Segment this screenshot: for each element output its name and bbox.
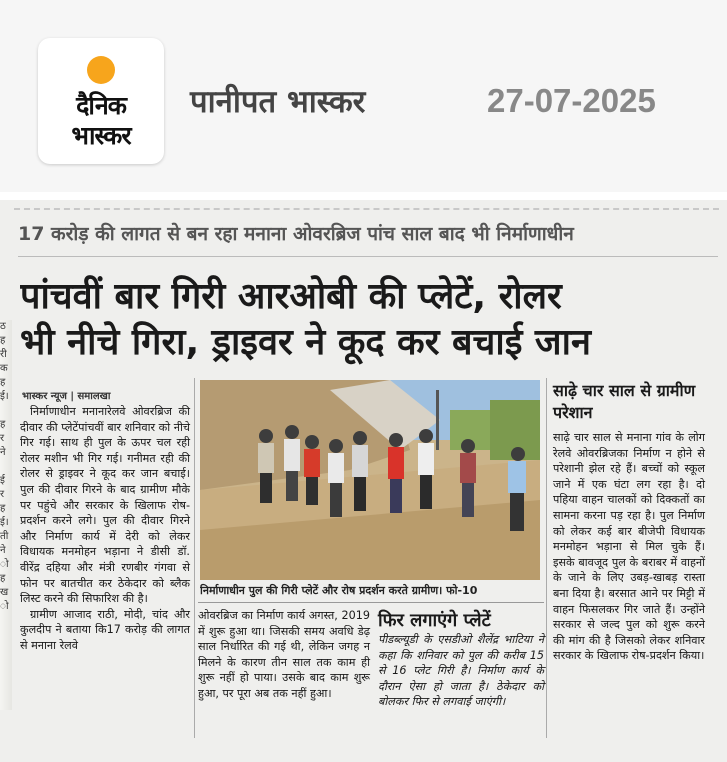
logo-text-line2: भास्कर: [71, 121, 131, 150]
article-column-2: [198, 608, 370, 702]
fragment-char: ई।: [0, 517, 9, 528]
sun-logo-icon: [87, 56, 115, 84]
sidebar-box-heading: साढ़े चार साल से ग्रामीण परेशान: [553, 381, 696, 422]
clipping-edge: [14, 208, 719, 210]
paragraph: साढ़े चार साल से मनाना गांव के लोग रेलवे ओवरब्रिजका निर्माण न होने से परेशानी झेल रहे हैं। बच्चों को स्कूल जाने में एक घंटा लग रहा है। दो पहिया वाहन चालकों को दिक्कतों का सामना करना पड़ रहा है। पुल निर्माण को लेकर कई बार बीजेपी विधायक मनमोहन भड़ाना से मिल चुके हैं। इसके बावजूद पुल के बराबर में वाहनों के जाने के लिए उबड़-खाबड़ रास्ता बना दिया है। बरसात आने पर मिट्टी में वाहन फिसलकर गिर जाते हैं। उन्होंने सरकार से जल्द पुल को शुरू करने की मांग की है जिसको लेकर शनिवार सरकार के खिलाफ रोष-प्रदर्शन किया।: [553, 431, 705, 663]
paragraph: निर्माणाधीन मनानारेलवे ओवरब्रिज की दीवार की प्लेटेंपांचवीं बार शनिवार को नीचे गिर गई। साथ ही पुल के ऊपर चल रही रोलर मशीन भी गिर गई। गनीमत रही की रोलर से ड्राइवर ने कूद कर जान बचाई। पुल की दीवार गिरने के बाद ग्रामीण मौके पर पहुंचे और सरकार के खिलाफ रोष-प्रदर्शन करने लगे। पुल की दीवार गिरने और निर्माण कार्य में देरी को लेकर विधायक मनमोहन भड़ाना ने डीसी डॉ. वीरेंद्र दहिया और मंत्री रणबीर गंगवा से फोन पर बातचीत कर ठेकेदार को ब्लैक लिस्ट करने की सिफारिश की है।: [20, 405, 190, 606]
fragment-char: ठ: [0, 321, 6, 332]
headline-line2: भी नीचे गिरा, ड्राइवर ने कूद कर बचाई जान: [20, 322, 591, 363]
byline: भास्कर न्यूज | समालखा: [22, 391, 111, 402]
fragment-char: र: [0, 433, 5, 444]
logo-text-line1: दैनिक: [76, 91, 126, 120]
dainik-bhaskar-logo[interactable]: [38, 38, 164, 164]
fragment-char: र: [0, 489, 5, 500]
edition-date: 27-07-2025: [487, 82, 656, 119]
article-column-3: [378, 632, 544, 710]
fragment-char: ह: [0, 377, 6, 388]
fragment-char: [0, 404, 12, 418]
sidebar-box-text: [553, 430, 705, 664]
app-header: [0, 0, 727, 192]
protest-photo: [200, 380, 540, 580]
fragment-char: ई।: [0, 391, 9, 402]
article-column-1: [20, 404, 190, 654]
column-divider: [194, 378, 195, 738]
paragraph: ओवरब्रिज का निर्माण कार्य अगस्त, 2019 में शुरू हुआ था। जिसकी समय अवधि डेढ़ साल निर्धारित की गई थी, लेकिन जगह न मिलने के कारण तीन साल तक काम ही शुरू नहीं हो पाया। उसके बाद काम शुरू हुआ, पर पूरा अब तक नहीं हुआ।: [198, 609, 370, 700]
fragment-char: ह: [0, 573, 6, 584]
fragment-char: ह: [0, 335, 6, 346]
fragment-char: क: [0, 363, 8, 374]
fragment-char: री: [0, 349, 7, 360]
article-kicker: 17 करोड़ की लागत से बन रहा मनाना ओवरब्रिज पांच साल बाद भी निर्माणाधीन: [18, 223, 574, 245]
fragment-char: ह: [0, 419, 6, 430]
headline-line1: पांचवीं बार गिरी आरओबी की प्लेटें, रोलर: [20, 276, 562, 317]
fragment-char: ने: [0, 447, 6, 458]
paragraph: ग्रामीण आजाद राठी, मोदी, चांद और कुलदीप ने बताया कि17 करोड़ की लागत से मनाना रेलवे: [20, 607, 190, 652]
photo-caption: निर्माणाधीन पुल की गिरी प्लेटें और रोष प्रदर्शन करते ग्रामीण। फो-10: [200, 584, 478, 597]
kicker-divider: [18, 256, 718, 257]
subheading-plates: फिर लगाएंगे प्लेटें: [378, 610, 491, 631]
paragraph: पीडब्ल्यूडी के एसडीओ शैलेंद्र भाटिया ने कहा कि शनिवार को पुल की करीब 15 से 16 प्लेट गिरी है। निर्माण कार्य के दौरान ऐसा हो जाता है। ठेकेदार को बोलकर फिर से लगवाई जाएंगी।: [378, 633, 544, 709]
column-divider: [546, 378, 547, 738]
publication-title: पानीपत भास्कर: [190, 84, 366, 120]
fragment-char: ने: [0, 545, 6, 556]
fragment-char: ई: [0, 475, 5, 486]
photo-scene: [200, 380, 540, 580]
fragment-char: ख: [0, 587, 9, 598]
fragment-char: ो: [0, 559, 9, 570]
fragment-char: ह: [0, 503, 6, 514]
adjacent-column-fragment: [0, 320, 12, 710]
fragment-char: ती: [0, 531, 9, 542]
fragment-char: ो: [0, 601, 9, 612]
fragment-char: [0, 460, 12, 474]
caption-divider: [198, 602, 544, 603]
